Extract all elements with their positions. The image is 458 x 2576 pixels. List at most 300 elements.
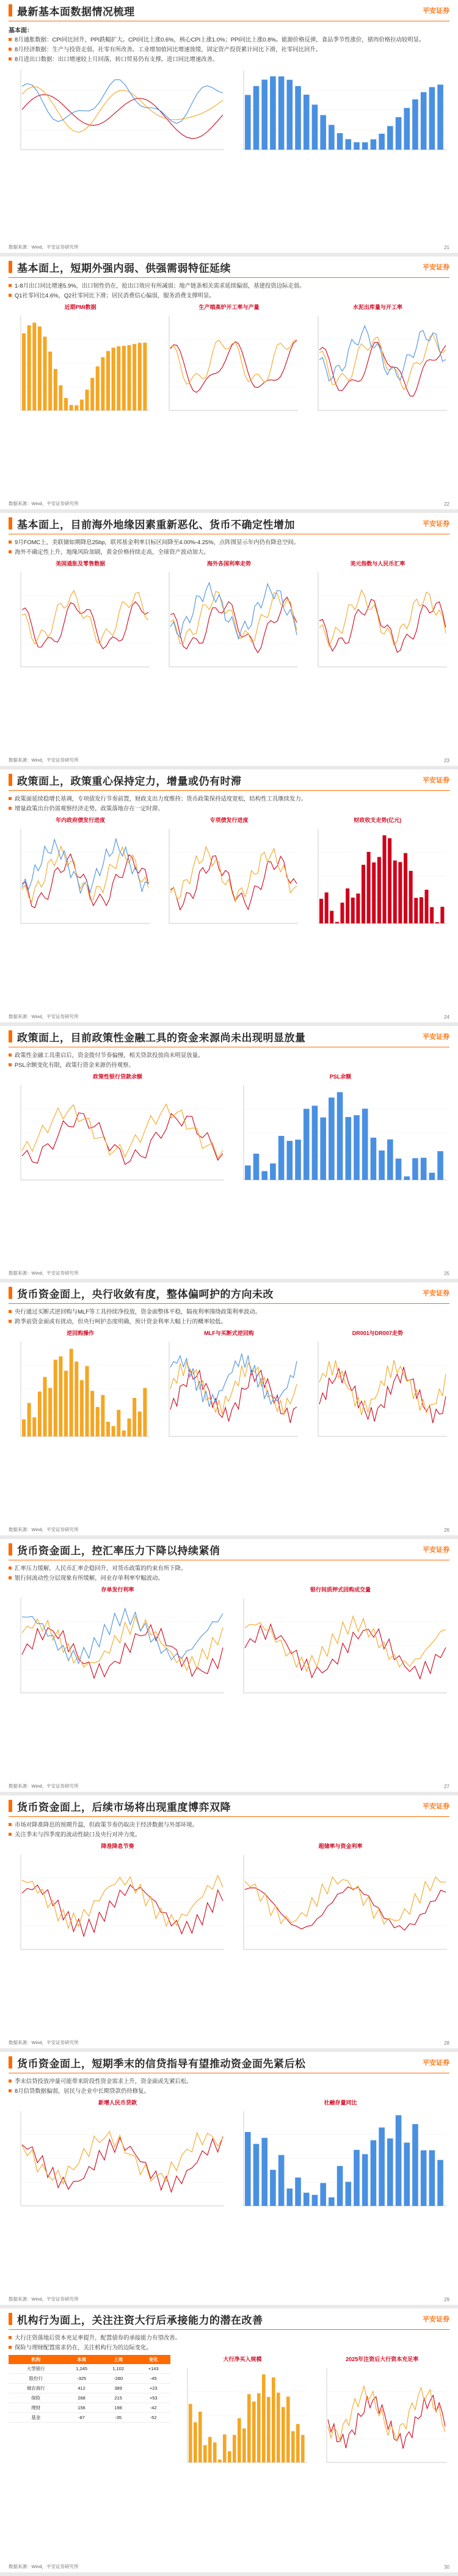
bar	[80, 1380, 84, 1436]
bar	[64, 1370, 68, 1436]
slide-title: 货币资金面上，后续市场将出现重度博弈双降	[17, 1801, 231, 1813]
bar	[43, 337, 47, 410]
table-cell: +53	[137, 2393, 170, 2403]
bar	[282, 2407, 285, 2462]
data-source: 数据来源：Wind，平安证券研究所	[9, 244, 79, 250]
data-source: 数据来源：Wind，平安证券研究所	[9, 2564, 79, 2569]
bullet-text: 海外不确定性上升，地缘风险加剧，黄金价格持续走高，全球资产波动加大。	[9, 548, 449, 556]
bar	[387, 1140, 393, 1180]
slide-title: 货币资金面上，短期季末的信贷指导有望推动资金面先紧后松	[17, 2058, 306, 2070]
slide-header	[9, 2052, 449, 2073]
table-cell: -35	[100, 2413, 137, 2423]
slide-title: 货币资金面上，控汇率压力下降以持续紧俏	[17, 1545, 220, 1557]
chart-title: 生产端高炉开工率与产量	[198, 304, 260, 310]
bar	[101, 1395, 104, 1436]
bar	[122, 346, 126, 410]
bar	[382, 835, 386, 923]
chart	[9, 1585, 227, 1701]
bar	[312, 2195, 318, 2206]
chart-title: DR001与DR007走势	[352, 1330, 403, 1336]
chart-title: 降准降息节奏	[101, 1843, 134, 1849]
bar	[252, 2401, 256, 2462]
slide-header	[9, 1283, 449, 1303]
bar	[106, 351, 110, 410]
bar	[320, 115, 326, 150]
chart-title: 政策性银行贷款余额	[92, 1074, 142, 1080]
bar	[346, 889, 349, 923]
bar	[80, 399, 84, 410]
page-number: 28	[444, 2040, 449, 2046]
bar	[312, 104, 318, 150]
title-accent-bar	[9, 4, 12, 16]
bar	[32, 1417, 36, 1436]
data-source: 数据来源：Wind，平安证券研究所	[9, 1270, 79, 1276]
title-accent-bar	[9, 1287, 12, 1299]
table-cell: 基金	[9, 2413, 64, 2423]
bar	[296, 2424, 300, 2462]
slide-title: 最新基本面数据情况梳理	[17, 5, 135, 18]
chart	[314, 2355, 449, 2471]
chart-title: 存单发行利率	[101, 1587, 134, 1593]
bar	[337, 2166, 343, 2206]
bar	[346, 1117, 352, 1180]
bar	[194, 2422, 197, 2462]
chart-row	[9, 2355, 449, 2471]
bar	[351, 898, 354, 923]
slide-header	[9, 257, 449, 277]
chart	[157, 303, 300, 419]
bar	[371, 2140, 377, 2206]
chart	[231, 2098, 449, 2214]
chart-title: 超储率与资金利率	[318, 1843, 363, 1849]
table-cell: 1,102	[100, 2364, 137, 2374]
bar	[420, 897, 423, 923]
bar	[424, 890, 428, 923]
bar	[362, 865, 365, 923]
bar	[435, 922, 438, 923]
bullet-text: Q1社零同比4.6%，Q2社零同比下滑；居民消费信心偏弱，服务消费支撑明显。	[9, 291, 449, 299]
chart	[175, 2355, 310, 2471]
bullet-text: 政策性金融工具重启后，资金拨付节奏偏慢，相关贷款投放尚未明显放量。	[9, 1051, 449, 1059]
table-row	[9, 2374, 170, 2384]
bar	[261, 1171, 267, 1180]
chart-svg	[9, 1851, 227, 1958]
bar	[287, 80, 293, 150]
bar	[421, 2150, 427, 2206]
table-cell: 城农商行	[9, 2384, 64, 2393]
brand-logo: 平安证券	[423, 1546, 449, 1554]
data-source: 数据来源：Wind，平安证券研究所	[9, 1783, 79, 1789]
bar	[421, 92, 427, 150]
bar	[396, 117, 402, 150]
bar	[304, 1109, 310, 1180]
bar	[286, 2396, 290, 2462]
chart-title: 水泥出库量与开工率	[352, 304, 402, 310]
chart-svg	[157, 825, 300, 932]
bar	[122, 1430, 126, 1436]
bar	[117, 1410, 120, 1436]
bar	[223, 2434, 227, 2462]
bullet-text: 8月经济数据：生产与投资走弱，社零有所改善。工业增加值同比增速放缓，固定资产投资累计同比下滑，社零同比回升。	[9, 45, 449, 53]
table-row	[9, 2384, 170, 2393]
chart	[231, 67, 449, 158]
chart-svg	[9, 1338, 152, 1445]
bar	[295, 2178, 301, 2206]
bar	[335, 922, 339, 923]
bar	[228, 2451, 231, 2462]
bar	[270, 76, 276, 150]
bar	[59, 1356, 62, 1436]
bar	[337, 133, 343, 150]
bullet-text: 跨季前资金面或有扰动，但央行呵护态度明确，预计资金利率大幅上行的概率较低。	[9, 1317, 449, 1325]
bar	[106, 1422, 110, 1436]
bar	[437, 85, 443, 150]
chart	[157, 1329, 300, 1445]
title-accent-bar	[9, 1030, 12, 1042]
bar	[101, 357, 104, 410]
chart	[306, 816, 449, 932]
table-cell: 268	[64, 2393, 100, 2403]
bar	[238, 2418, 241, 2462]
bullet-text: 大行注资落地后资本充足率提升，配置债券的承接能力有望改善。	[9, 2334, 449, 2341]
table-cell: +23	[137, 2384, 170, 2393]
bar	[278, 1136, 285, 1180]
slide-header	[9, 770, 449, 790]
data-source: 数据来源：Wind，平安证券研究所	[9, 1527, 79, 1532]
bar	[85, 1366, 89, 1436]
chart-svg	[157, 1338, 300, 1445]
bar	[404, 108, 410, 150]
bullet-text: 政策面延续稳增长基调，专项债发行节奏前置，财政支出力度维持；货币政策保持适度宽松，结构性工具继续发力。	[9, 795, 449, 802]
bar	[22, 1419, 26, 1436]
data-source: 数据来源：Wind，平安证券研究所	[9, 757, 79, 763]
bar	[412, 2124, 418, 2206]
chart-title: 大行净买入规模	[223, 2356, 262, 2362]
bar	[267, 2397, 271, 2462]
page-number: 27	[444, 1784, 449, 1789]
table-header: 变化	[137, 2355, 170, 2364]
bar	[245, 95, 251, 150]
page-number: 29	[444, 2297, 449, 2302]
bar	[393, 860, 396, 923]
bar	[437, 2160, 443, 2206]
bar	[133, 1398, 136, 1436]
table-cell: 215	[100, 2393, 137, 2403]
chart-title: PSL余额	[329, 1074, 352, 1080]
chart	[9, 2098, 227, 2214]
chart	[9, 303, 152, 419]
slide-title: 机构行为面上，关注注资大行后承接能力的潜在改善	[17, 2314, 263, 2326]
chart-svg	[175, 2364, 310, 2471]
bar	[440, 907, 444, 923]
chart-title: MLF与买断式逆回购	[204, 1330, 254, 1336]
bar	[43, 1377, 47, 1436]
table-row	[9, 2413, 170, 2423]
chart	[231, 1842, 449, 1958]
chart-svg	[9, 1595, 227, 1701]
title-accent-bar	[9, 774, 12, 786]
chart-svg	[231, 67, 449, 158]
bullet-text: 8月信贷数据偏弱，居民与企业中长期贷款仍待修复。	[9, 2087, 449, 2095]
table-header: 上周	[100, 2355, 137, 2364]
bar	[253, 1154, 260, 1180]
bar	[75, 1361, 78, 1436]
bar	[112, 347, 115, 410]
chart-row	[9, 1585, 449, 1701]
table-cell: 156	[64, 2403, 100, 2413]
chart-title: 近期PMI数据	[64, 304, 96, 310]
header-divider	[9, 2329, 449, 2330]
bar	[412, 1158, 418, 1180]
bar	[287, 2188, 293, 2206]
bar	[421, 1158, 427, 1180]
chart	[306, 1329, 449, 1445]
brand-logo: 平安证券	[423, 1290, 449, 1297]
chart-title: 海外各国利率走势	[206, 561, 251, 567]
brand-logo: 平安证券	[423, 2316, 449, 2323]
section-label: 基本面：	[9, 27, 33, 34]
table-cell: 股份行	[9, 2374, 64, 2384]
brand-logo: 平安证券	[423, 2059, 449, 2067]
slide-title: 基本面上，短期外强内弱、供强需弱特征延续	[17, 262, 231, 274]
bar	[362, 2154, 368, 2206]
table-cell: -325	[64, 2374, 100, 2384]
title-accent-bar	[9, 2313, 12, 2325]
bar	[270, 1163, 276, 1180]
table-header: 机构	[9, 2355, 64, 2364]
chart-row	[9, 303, 449, 419]
bullet-text: PSL余额变化有限，政策行资金来源仍待观察。	[9, 1061, 449, 1069]
bar	[354, 2150, 360, 2206]
bullet-text: 央行通过买断式逆回购与MLF等工具持续净投放，资金面整体平稳，隔夜利率围绕政策利率波动。	[9, 1308, 449, 1315]
bar	[90, 1391, 94, 1436]
bar	[261, 79, 267, 150]
bullet-text: 增量政策出台仍需观察经济走势，政策落地存在一定时滞。	[9, 804, 449, 812]
bar	[340, 903, 344, 923]
chart-title: 美元指数与人民币汇率	[350, 561, 405, 567]
chart	[157, 559, 300, 675]
bar	[312, 1106, 318, 1180]
page-number: 23	[444, 758, 449, 763]
bar	[362, 142, 368, 150]
table-cell: +143	[137, 2364, 170, 2374]
brand-logo: 平安证券	[423, 777, 449, 784]
bar	[48, 1388, 52, 1436]
chart	[306, 559, 449, 675]
chart-row	[9, 559, 449, 675]
bar	[245, 1165, 251, 1180]
chart-svg	[231, 1082, 449, 1188]
bar	[245, 2132, 251, 2206]
bar	[85, 390, 89, 410]
table-header: 本周	[64, 2355, 100, 2364]
chart-svg	[157, 569, 300, 675]
bar	[128, 1419, 131, 1436]
bullet-text: 8月通胀数据：CPI同比回升，PPI跌幅扩大。CPI同比上涨0.6%，核心CPI上涨1.0%；PPI同比上涨0.8%。能源价格反弹，食品季节性涨价，猪肉价格拉动较明显。	[9, 35, 449, 43]
bar	[128, 345, 131, 410]
bar	[96, 366, 100, 410]
bar	[379, 2128, 385, 2206]
chart	[231, 1585, 449, 1701]
slide	[0, 1539, 458, 1796]
bullet-text: 9月FOMC上，美联储如期降息25bp，联邦基金利率目标区间降至4.00%-4.25%，点阵图显示年内仍有降息空间。	[9, 538, 449, 546]
bar	[112, 1426, 115, 1436]
bar	[247, 2394, 251, 2462]
bar	[75, 406, 78, 410]
slide	[0, 257, 458, 513]
bar	[329, 125, 335, 150]
chart	[9, 816, 152, 932]
bar	[372, 862, 376, 923]
chart-svg	[231, 1595, 449, 1701]
bar	[412, 100, 418, 150]
bullet-text: 保险与理财配置需求仍在，关注机构行为的边际变化。	[9, 2343, 449, 2351]
bar	[70, 405, 73, 410]
bar	[272, 2378, 275, 2462]
bar	[70, 1349, 73, 1436]
header-divider	[9, 1303, 449, 1304]
bar	[138, 1411, 142, 1436]
chart-row	[9, 2098, 449, 2214]
table-cell: -52	[137, 2413, 170, 2423]
bar	[198, 2412, 202, 2462]
bar	[304, 2192, 310, 2206]
bar	[90, 378, 94, 410]
bar	[117, 346, 120, 410]
bar	[430, 907, 434, 923]
page-number: 30	[444, 2564, 449, 2570]
title-accent-bar	[9, 2056, 12, 2068]
data-source: 数据来源：Wind，平安证券研究所	[9, 501, 79, 506]
bar	[396, 1159, 402, 1180]
chart-svg	[231, 2108, 449, 2214]
bar	[54, 1359, 57, 1436]
chart-svg	[306, 825, 449, 932]
chart-svg	[231, 1851, 449, 1958]
bar	[354, 1115, 360, 1180]
bar	[429, 87, 435, 150]
brand-logo: 平安证券	[423, 264, 449, 271]
bar	[346, 2182, 352, 2206]
slide	[0, 1026, 458, 1283]
chart-svg	[314, 2364, 449, 2471]
slide-title: 政策面上，目前政策性金融工具的资金来源尚未出现明显放量	[17, 1031, 306, 1044]
bar	[320, 1118, 326, 1180]
bullet-text: 汇率压力缓解，人民币汇率企稳回升，对货币政策的约束有所下降。	[9, 1564, 449, 1572]
chart-row	[9, 67, 449, 158]
bar	[409, 871, 412, 923]
flow-table-wrap	[9, 2355, 170, 2471]
chart-svg	[9, 825, 152, 932]
bar	[396, 2115, 402, 2206]
chart-svg	[9, 2108, 227, 2214]
data-source: 数据来源：Wind，平安证券研究所	[9, 1014, 79, 1019]
bar	[404, 1176, 410, 1180]
slide-header	[9, 1539, 449, 1560]
chart-svg	[9, 67, 227, 158]
bar	[295, 86, 301, 150]
header-divider	[9, 277, 449, 278]
table-cell: 保险	[9, 2393, 64, 2403]
bar	[398, 862, 402, 923]
slide	[0, 770, 458, 1026]
chart	[9, 1842, 227, 1958]
bar	[287, 1141, 293, 1180]
slide	[0, 513, 458, 770]
table-cell: 1,245	[64, 2364, 100, 2374]
bar	[32, 322, 36, 410]
bar	[208, 2437, 212, 2462]
bar	[257, 2393, 261, 2462]
brand-logo: 平安证券	[423, 1803, 449, 1810]
table-cell: -42	[137, 2403, 170, 2413]
bar	[387, 2139, 393, 2206]
table-cell: 理财	[9, 2403, 64, 2413]
bar	[48, 352, 52, 410]
bar	[278, 76, 285, 150]
bar	[362, 1108, 368, 1180]
flow-table	[9, 2355, 170, 2423]
chart-row	[9, 1072, 449, 1188]
header-divider	[9, 790, 449, 791]
slide-title: 政策面上，政策重心保持定力，增量或仍有时滞	[17, 775, 242, 787]
slide-header	[9, 513, 449, 534]
header-divider	[9, 1816, 449, 1817]
chart-svg	[157, 312, 300, 419]
bullet-text: 关注季末与四季度的流动性缺口及央行对冲力度。	[9, 1830, 449, 1838]
bar	[437, 1151, 443, 1180]
bar	[379, 134, 385, 150]
chart-row	[9, 1329, 449, 1445]
chart-svg	[306, 312, 449, 419]
bar	[356, 893, 360, 923]
bar	[270, 2170, 276, 2206]
title-accent-bar	[9, 261, 12, 273]
bar	[404, 853, 407, 923]
bar	[253, 86, 260, 150]
slide-header	[9, 0, 449, 21]
table-cell: -280	[100, 2374, 137, 2384]
chart-title: 逆回购操作	[67, 1330, 95, 1336]
chart-svg	[306, 1338, 449, 1445]
bar	[262, 2374, 266, 2462]
bar	[59, 385, 62, 410]
bar	[278, 2155, 285, 2206]
bar	[203, 2445, 207, 2462]
bar	[414, 898, 418, 923]
slide	[0, 2309, 458, 2576]
chart-title: 财政收支走势(亿元)	[354, 817, 402, 823]
title-accent-bar	[9, 1800, 12, 1812]
chart-row	[9, 1842, 449, 1958]
chart-svg	[9, 312, 152, 419]
page-number: 22	[444, 501, 449, 507]
bar	[320, 2183, 326, 2206]
bar	[329, 2197, 335, 2206]
bar	[319, 899, 323, 923]
page-number: 21	[444, 245, 449, 250]
chart	[9, 559, 152, 675]
data-source: 数据来源：Wind，平安证券研究所	[9, 2296, 79, 2302]
bar	[96, 1407, 100, 1436]
bar	[143, 343, 147, 410]
data-source: 数据来源：Wind，平安证券研究所	[9, 2040, 79, 2045]
bar	[133, 344, 136, 410]
slide-header	[9, 1026, 449, 1047]
bar	[253, 2144, 260, 2206]
title-accent-bar	[9, 517, 12, 529]
bar	[27, 1403, 31, 1436]
